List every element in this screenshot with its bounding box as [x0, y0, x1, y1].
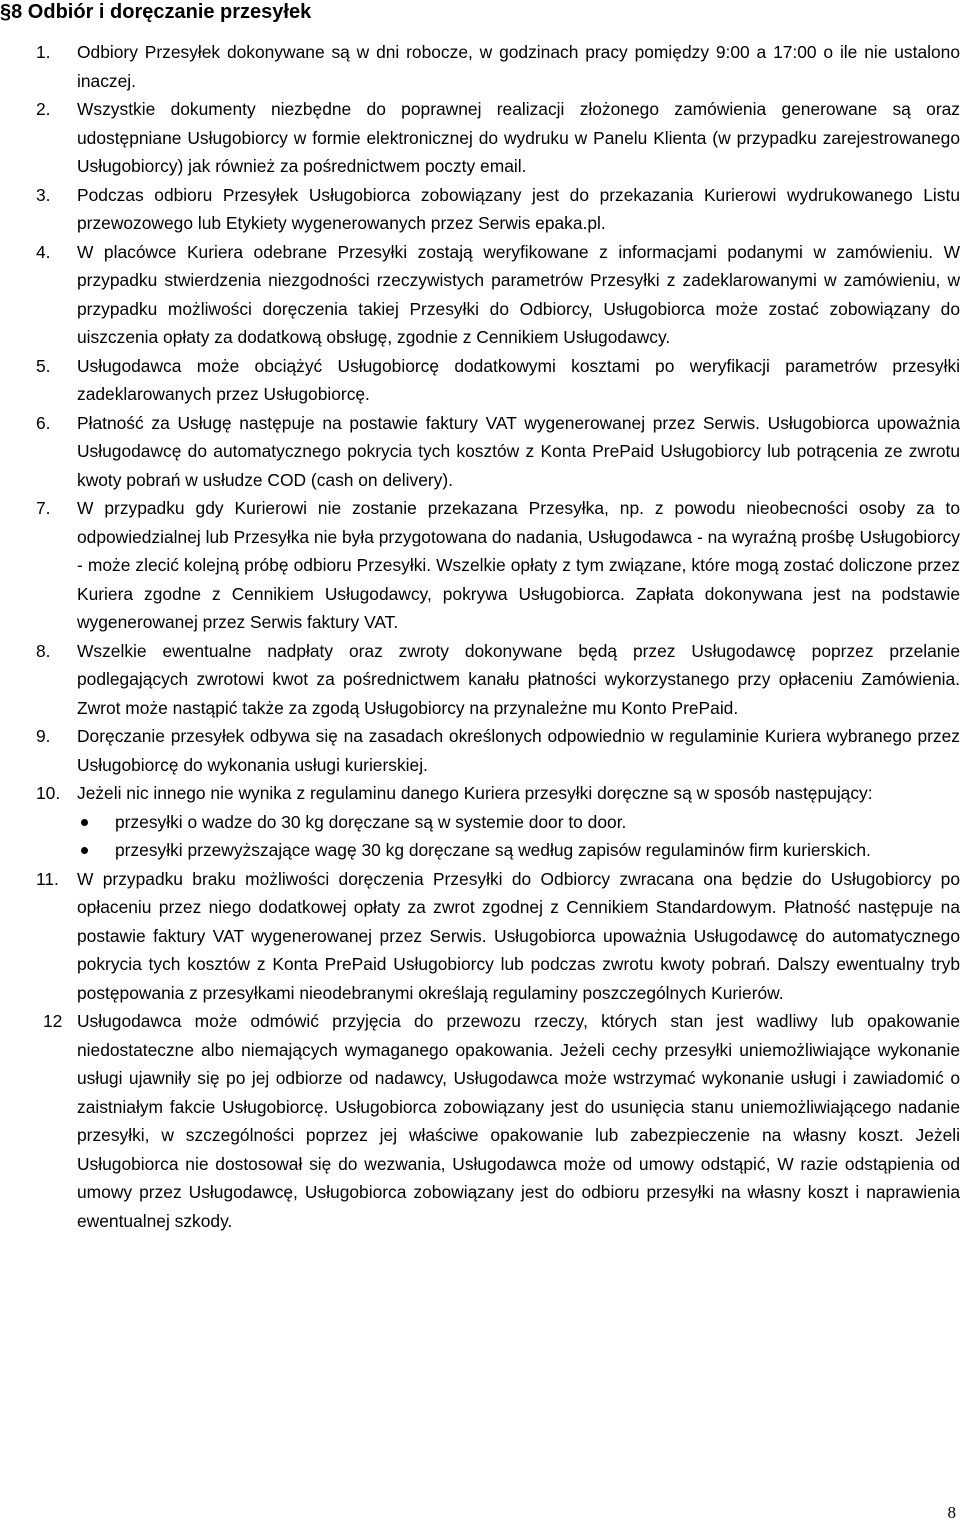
bullet-item [77, 836, 960, 865]
list-item [0, 637, 960, 723]
item-number: 5. [36, 355, 51, 376]
list-item [0, 181, 960, 238]
item-text: Usługodawca może obciążyć Usługobiorcę dodatkowymi kosztami po weryfikacji parametrów przesyłki zadeklarowanych przez Usługobiorcę. [77, 355, 960, 404]
terms-list [0, 38, 960, 1235]
item-text: Wszelkie ewentualne nadpłaty oraz zwroty dokonywane będą przez Usługodawcę poprzez przelanie podlegających zwrotowi kwot za pośrednictwem kanału płatności wykorzystanego przy opłaceniu Zamówienia. Zwrot może nastąpić także za zgodą Usługobiorcy na przynależne mu Konto PrePaid. [77, 640, 960, 718]
list-item [0, 1007, 960, 1235]
list-item [0, 722, 960, 779]
item-text: Odbiory Przesyłek dokonywane są w dni robocze, w godzinach pracy pomiędzy 9:00 a 17:00 o ile nie ustalono inaczej. [77, 42, 960, 91]
item-text: Jeżeli nic innego nie wynika z regulaminu danego Kuriera przesyłki doręczne są w sposób następujący: [77, 783, 873, 803]
list-item [0, 779, 960, 865]
list-item [0, 494, 960, 637]
item-number: 10. [36, 783, 61, 803]
item-text: Usługodawca może odmówić przyjęcia do przewozu rzeczy, których stan jest wadliwy lub opakowanie niedostateczne albo niemających wymaganego opakowania. Jeżeli cechy przesyłki uniemożliwiające wykonanie usługi ujawniły się po jej odbiorze od nadawcy, Usługodawca może wstrzymać wykonanie usługi i zawiadomić o zaistniałym fakcie Usługobiorcę. Usługobiorca zobowiązany jest do usunięcia stanu uniemożliwiającego nadanie przesyłki, w szczególności poprzez jej właściwe opakowanie lub zabezpieczenie na własny koszt. Jeżeli Usługobiorca nie dostosował się do wezwania, Usługodawca może od umowy odstąpić, W razie odstąpienia od umowy przez Usługodawcę, Usługobiorca zobowiązany jest do odbioru przesyłki na własny koszt i naprawienia ewentualnej szkody. [77, 1011, 960, 1231]
item-text: W przypadku braku możliwości doręczenia Przesyłki do Odbiorcy zwracana ona będzie do Usługobiorcy po opłaceniu przez niego dodatkowej opłaty za zwrot zgodnej z Cennikiem Standardowym. Płatność następuje na postawie faktury VAT wygenerowanej przez Serwis. Usługobiorca upoważnia Usługodawcę do automatycznego pokrycia tych kosztów z Konta PrePaid Usługobiorcy lub podczas zwrotu kwoty pobrań. Dalszy ewentualny tryb postępowania z przesyłkami nieodebranymi określają regulaminy poszczególnych Kurierów. [77, 868, 960, 1003]
item-number: 9. [36, 726, 51, 746]
list-item [0, 352, 960, 409]
item-text: Wszystkie dokumenty niezbędne do poprawnej realizacji złożonego zamówienia generowane są oraz udostępniane Usługobiorcy w formie elektronicznej do wydruku w Panelu Klienta (w przypadku zarejestrowanego Usługobiorcy) jak również za pośrednictwem poczty email. [77, 99, 960, 176]
item-number: 8. [36, 640, 51, 661]
item-text: W przypadku gdy Kurierowi nie zostanie przekazana Przesyłka, np. z powodu nieobecności osoby za to odpowiedzialnej lub Przesyłka nie była przygotowana do nadania, Usługodawca - na wyraźną prośbę Usługobiorcy - może zlecić kolejną próbę odbioru Przesyłki. Wszelkie opłaty z tym związane, które mogą zostać doliczone przez Kuriera zgodne z Cennikiem Usługodawcy, pokrywa Usługobiorca. Zapłata dokonywana jest na podstawie wygenerowanej przez Serwis faktury VAT. [77, 498, 960, 632]
bullet-item [77, 808, 960, 837]
item-text: Płatność za Usługę następuje na postawie faktury VAT wygenerowanej przez Serwis. Usługobiorca upoważnia Usługodawcę do automatycznego pokrycia tych kosztów z Konta PrePaid Usługobiorcy lub potrącenia ze zwrotu kwoty pobrań w usłudze COD (cash on delivery). [77, 412, 960, 490]
section-heading: §8 Odbiór i doręczanie przesyłek [0, 1, 312, 23]
item-number: 4. [36, 241, 51, 262]
bullet-icon [81, 819, 88, 826]
item-text: Podczas odbioru Przesyłek Usługobiorca zobowiązany jest do przekazania Kurierowi wydrukowanego Listu przewozowego lub Etykiety wygenerowanych przez Serwis epaka.pl. [77, 184, 960, 233]
item-text: Doręczanie przesyłek odbywa się na zasadach określonych odpowiednio w regulaminie Kuriera wybranego przez Usługobiorcę do wykonania usługi kurierskiej. [77, 726, 960, 775]
item-number: 7. [36, 498, 51, 518]
item-number: 2. [36, 99, 51, 119]
bullet-text: przesyłki przewyższające wagę 30 kg doręczane są według zapisów regulaminów firm kurierskich. [115, 840, 871, 860]
item-text: W placówce Kuriera odebrane Przesyłki zostają weryfikowane z informacjami podanymi w zamówieniu. W przypadku stwierdzenia niezgodności rzeczywistych parametrów Przesyłki z zadeklarowanymi w zamówieniu, w przypadku możliwości doręczenia takiej Przesyłki do Odbiorcy, Usługobiorca może zostać zobowiązany do uiszczenia opłaty za dodatkową obsługę, zgodnie z Cennikiem Usługodawcy. [77, 241, 960, 347]
item-number: 11. [36, 868, 59, 889]
list-item [0, 865, 960, 1008]
list-item [0, 409, 960, 495]
page-number: 8 [947, 1503, 956, 1522]
bullet-text: przesyłki o wadze do 30 kg doręczane są w systemie door to door. [115, 811, 627, 832]
list-item [0, 238, 960, 352]
list-item [0, 95, 960, 181]
item-number: 6. [36, 412, 51, 433]
list-item [0, 38, 960, 95]
item-number: 1. [36, 42, 51, 62]
bullet-list [77, 808, 960, 865]
item-number: 12 [43, 1011, 63, 1031]
bullet-icon [81, 847, 88, 854]
item-number: 3. [36, 184, 51, 205]
